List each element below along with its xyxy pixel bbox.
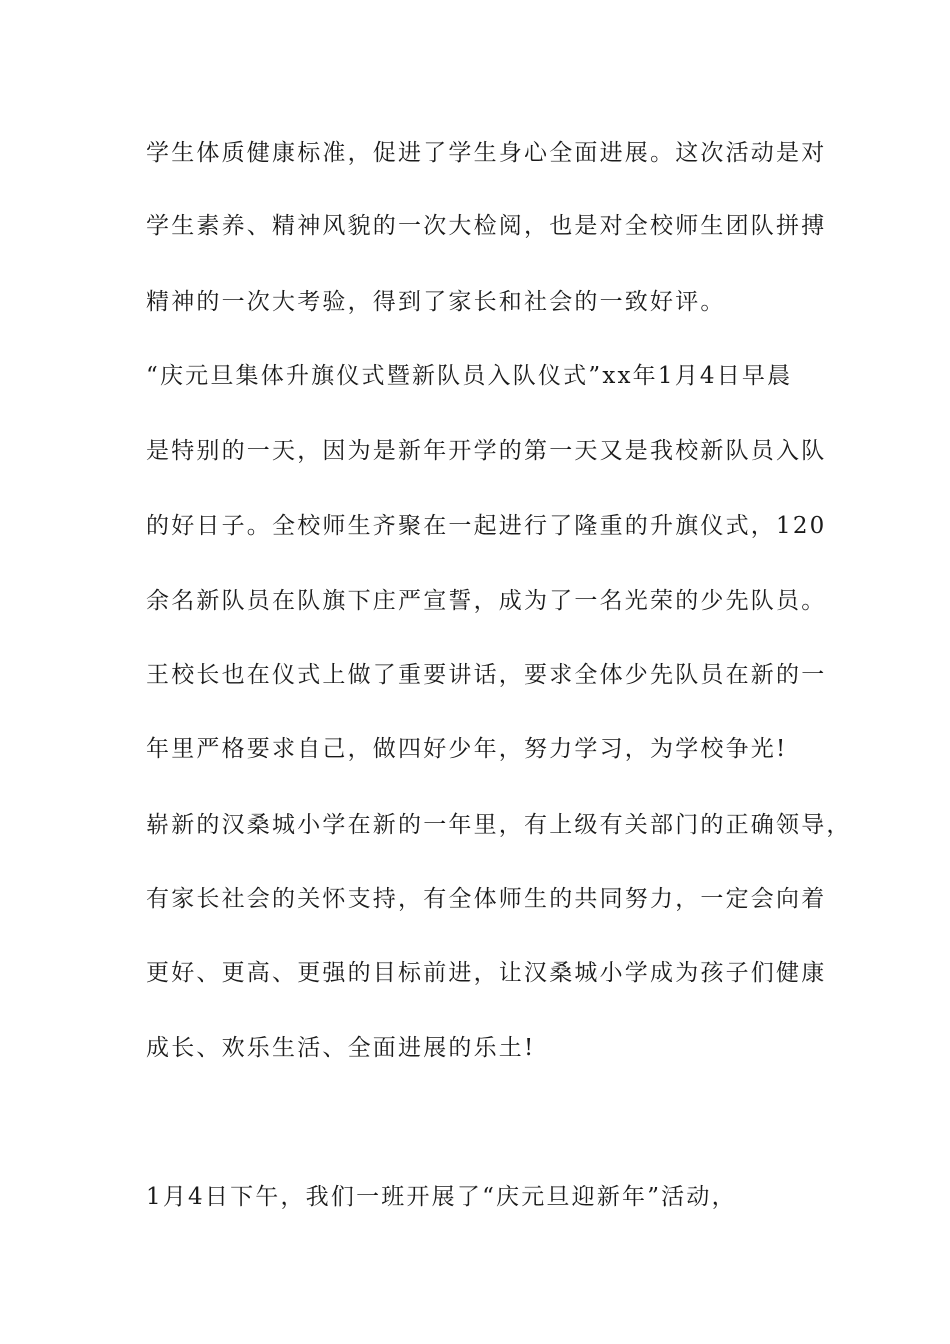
text-line: 学生素养、精神风貌的一次大检阅，也是对全校师生团队拼搏: [146, 213, 827, 239]
text-line: 精神的一次大考验，得到了家长和社会的一致好评。: [146, 289, 726, 315]
text-line: 更好、更高、更强的目标前进，让汉桑城小学成为孩子们健康: [146, 960, 827, 986]
text-line: 崭新的汉桑城小学在新的一年里，有上级有关部门的正确领导，: [146, 812, 852, 838]
text-line: 年里严格要求自己，做四好少年，努力学习，为学校争光!: [146, 736, 788, 762]
text-line: “庆元旦集体升旗仪式暨新队员入队仪式”xx年1月4日早晨: [146, 363, 793, 389]
text-line: 1月4日下午，我们一班开展了“庆元旦迎新年”活动，: [146, 1184, 737, 1210]
text-line: 余名新队员在队旗下庄严宣誓，成为了一名光荣的少先队员。: [146, 588, 827, 614]
text-line: 有家长社会的关怀支持，有全体师生的共同努力，一定会向着: [146, 886, 827, 912]
text-line: 是特别的一天，因为是新年开学的第一天又是我校新队员入队: [146, 438, 827, 464]
text-line: 学生体质健康标准，促进了学生身心全面进展。这次活动是对: [146, 140, 827, 166]
text-line: 成长、欢乐生活、全面进展的乐土!: [146, 1035, 536, 1061]
text-line: 的好日子。全校师生齐聚在一起进行了隆重的升旗仪式，120: [146, 513, 827, 539]
text-line: 王校长也在仪式上做了重要讲话，要求全体少先队员在新的一: [146, 662, 827, 688]
